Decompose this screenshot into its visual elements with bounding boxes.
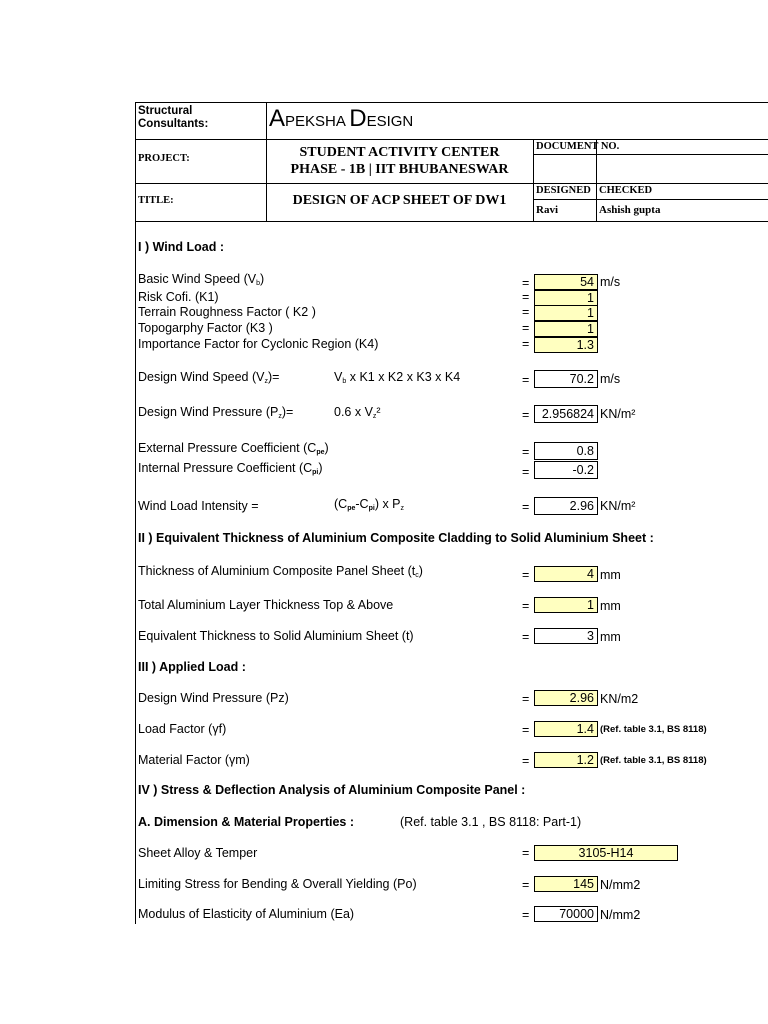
terrain-factor-label: Terrain Roughness Factor ( K2 ) <box>138 305 316 319</box>
unit-label: mm <box>600 599 621 613</box>
section-equivalent-thickness: II ) Equivalent Thickness of Aluminium Composite Cladding to Solid Aluminium Sheet : <box>138 531 654 545</box>
equals-sign: = <box>522 846 530 860</box>
internal-pressure-value: -0.2 <box>534 461 598 479</box>
unit-label: KN/m2 <box>600 692 639 706</box>
title-block <box>135 102 768 222</box>
sheet-alloy-value[interactable]: 3105-H14 <box>534 845 678 861</box>
design-wind-speed-label: Design Wind Speed $(V_z)=$ <box>138 370 280 385</box>
importance-factor-label: Importance Factor for Cyclonic Region (K4) <box>138 337 379 351</box>
subsection-dimension-material: A. Dimension & Material Properties : <box>138 815 355 829</box>
consultants-label: Structural Consultants: <box>138 105 209 130</box>
risk-cofi-value[interactable]: 1 <box>534 290 598 306</box>
designed-by: Ravi <box>536 204 558 216</box>
project-name: STUDENT ACTIVITY CENTER PHASE - 1B | IIT BHUBANESWAR <box>290 145 509 177</box>
terrain-factor-value[interactable]: 1 <box>534 305 598 321</box>
load-factor-value[interactable]: 1.4 <box>534 721 598 737</box>
page-border <box>135 222 136 924</box>
grid-line <box>135 139 768 140</box>
equals-sign: = <box>522 465 530 479</box>
sheet-alloy-label: Sheet Alloy & Temper <box>138 846 258 860</box>
equals-sign: = <box>522 373 530 387</box>
checked-label: CHECKED <box>599 185 653 196</box>
unit-label: N/mm2 <box>600 878 641 892</box>
unit-label: N/mm2 <box>600 908 641 922</box>
design-pz-label: Design Wind Pressure (Pz) <box>138 691 289 705</box>
external-pressure-label: External Pressure Coefficient $(C_{pe})$ <box>138 441 329 456</box>
panel-thickness-value[interactable]: 4 <box>534 566 598 582</box>
unit-label: m/s <box>600 372 621 386</box>
equals-sign: = <box>522 321 530 335</box>
risk-cofi-label: Risk Cofi. (K1) <box>138 290 219 304</box>
equals-sign: = <box>522 692 530 706</box>
external-pressure-value: 0.8 <box>534 442 598 460</box>
dimension-reference: (Ref. table 3.1 , BS 8118: Part-1) <box>400 815 582 829</box>
design-wind-pressure-formula: 0.6 x $V_z^2$ <box>334 405 381 420</box>
section-wind-load: I ) Wind Load : <box>138 240 224 254</box>
modulus-label: Modulus of Elasticity of Aluminium (Ea) <box>138 907 355 921</box>
title-label: TITLE: <box>138 195 174 206</box>
grid-line <box>533 154 768 155</box>
project-label: PROJECT: <box>138 153 190 164</box>
load-factor-reference: (Ref. table 3.1, BS 8118) <box>600 724 707 735</box>
importance-factor-value[interactable]: 1.3 <box>534 337 598 353</box>
material-factor-reference: (Ref. table 3.1, BS 8118) <box>600 755 707 766</box>
equals-sign: = <box>522 723 530 737</box>
topography-factor-label: Topogarphy Factor (K3 ) <box>138 321 273 335</box>
section-applied-load: III ) Applied Load : <box>138 660 246 674</box>
unit-label: KN/m² <box>600 407 636 421</box>
wind-load-intensity-label: Wind Load Intensity = <box>138 499 259 513</box>
layer-thickness-value[interactable]: 1 <box>534 597 598 613</box>
checked-by: Ashish gupta <box>599 204 661 216</box>
material-factor-label: Material Factor (γm) <box>138 753 250 767</box>
equals-sign: = <box>522 337 530 351</box>
wind-load-intensity-value: 2.96 <box>534 497 598 515</box>
equals-sign: = <box>522 290 530 304</box>
unit-label: mm <box>600 630 621 644</box>
design-wind-pressure-label: Design Wind Pressure $(P_z)=$ <box>138 405 294 420</box>
load-factor-label: Load Factor (γf) <box>138 722 227 736</box>
wind-load-intensity-formula: $(C_{pe}-C_{pi})$ x $P_z$ <box>334 497 405 512</box>
material-factor-value[interactable]: 1.2 <box>534 752 598 768</box>
design-wind-pressure-value: 2.956824 <box>534 405 598 423</box>
equals-sign: = <box>522 630 530 644</box>
firm-name: APEKSHA DESIGN <box>269 105 414 132</box>
design-pz-value[interactable]: 2.96 <box>534 690 598 706</box>
limiting-stress-label: Limiting Stress for Bending & Overall Yielding (Po) <box>138 877 417 891</box>
grid-line <box>135 102 136 222</box>
grid-line <box>533 199 768 200</box>
equals-sign: = <box>522 445 530 459</box>
equals-sign: = <box>522 408 530 422</box>
designed-label: DESIGNED <box>536 185 591 196</box>
equivalent-thickness-value: 3 <box>534 628 598 644</box>
unit-label: KN/m² <box>600 499 636 513</box>
equals-sign: = <box>522 305 530 319</box>
document-no-label: DOCUMENT NO. <box>536 141 620 152</box>
basic-wind-speed-label: Basic Wind Speed $(V_b)$ <box>138 272 265 287</box>
equivalent-thickness-label: Equivalent Thickness to Solid Aluminium Sheet (t) <box>138 629 414 643</box>
layer-thickness-label: Total Aluminium Layer Thickness Top & Above <box>138 598 394 612</box>
equals-sign: = <box>522 500 530 514</box>
section-stress-deflection: IV ) Stress & Deflection Analysis of Aluminium Composite Panel : <box>138 783 526 797</box>
equals-sign: = <box>522 878 530 892</box>
equals-sign: = <box>522 568 530 582</box>
design-wind-speed-value: 70.2 <box>534 370 598 388</box>
panel-thickness-label: Thickness of Aluminium Composite Panel Sheet $(t_c)$ <box>138 564 423 579</box>
equals-sign: = <box>522 754 530 768</box>
limiting-stress-value[interactable]: 145 <box>534 876 598 892</box>
unit-label: mm <box>600 568 621 582</box>
modulus-value: 70000 <box>534 906 598 922</box>
equals-sign: = <box>522 599 530 613</box>
document-title: DESIGN OF ACP SHEET OF DW1 <box>292 193 507 208</box>
grid-line <box>533 139 534 222</box>
grid-line <box>135 221 768 222</box>
equals-sign: = <box>522 276 530 290</box>
internal-pressure-label: Internal Pressure Coefficient $(C_{pi})$ <box>138 461 323 476</box>
grid-line <box>135 183 768 184</box>
unit-label: m/s <box>600 275 621 289</box>
basic-wind-speed-value[interactable]: 54 <box>534 274 598 290</box>
design-wind-speed-formula: $V_b$ x K1 x K2 x K3 x K4 <box>334 370 461 385</box>
equals-sign: = <box>522 908 530 922</box>
grid-line <box>135 102 768 103</box>
topography-factor-value[interactable]: 1 <box>534 321 598 337</box>
